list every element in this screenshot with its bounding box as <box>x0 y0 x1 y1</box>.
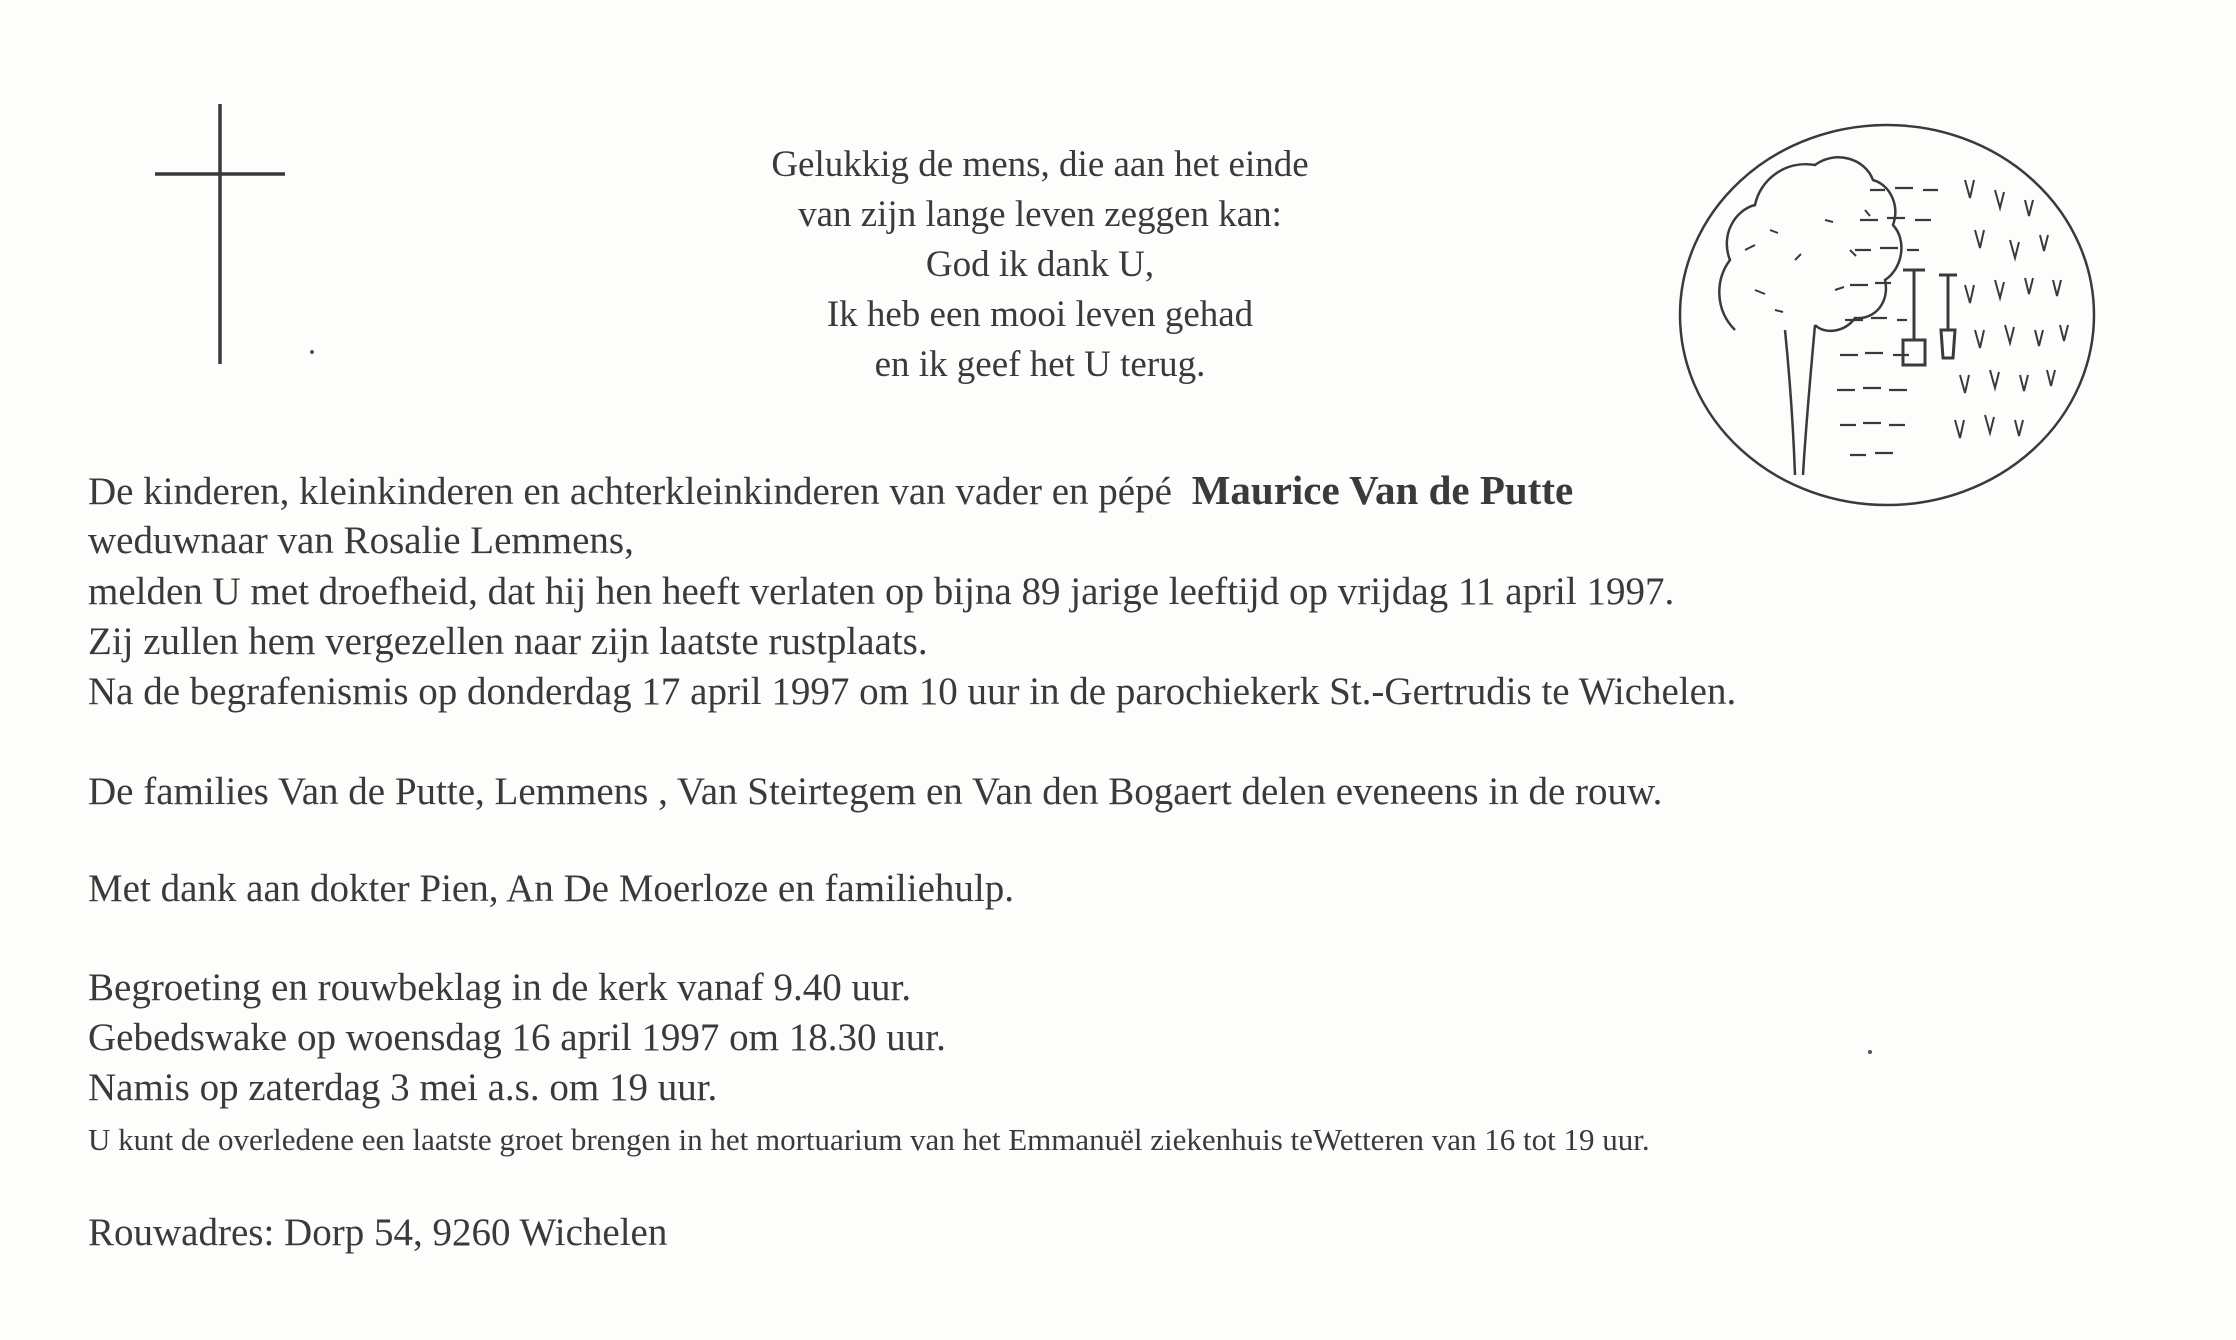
thanks-line: Met dank aan dokter Pien, An De Moerloze en familiehulp. <box>88 867 1014 910</box>
poem-line: God ik dank U, <box>925 244 1155 285</box>
notice-line: melden U met droefheid, dat hij hen heeft verlaten op bijna 89 jarige leeftijd op vrijdag 11 april 1997. <box>88 570 1675 613</box>
schedule-line: Begroeting en rouwbeklag in de kerk vanaf 9.40 uur. <box>88 966 912 1009</box>
tree-garden-emblem-icon <box>1675 120 2100 510</box>
paper-speck <box>1868 1050 1872 1054</box>
poem-line: en ik geef het U terug. <box>874 344 1206 385</box>
poem-line: van zijn lange leven zeggen kan: <box>798 194 1282 235</box>
schedule-line: Namis op zaterdag 3 mei a.s. om 19 uur. <box>88 1066 718 1109</box>
deceased-name: Maurice Van de Putte <box>1191 467 1574 513</box>
poem-line: Gelukkig de mens, die aan het einde <box>771 144 1309 185</box>
widower-line: weduwnaar van Rosalie Lemmens, <box>88 519 634 562</box>
announcement-intro <box>88 465 1573 517</box>
funeral-line: Na de begrafenismis op donderdag 17 april 1997 om 10 uur in de parochiekerk St.-Gertrudis te Wichelen. <box>88 670 1737 713</box>
resting-line: Zij zullen hem vergezellen naar zijn laatste rustplaats. <box>88 620 928 663</box>
address-line: Rouwadres: Dorp 54, 9260 Wichelen <box>88 1211 668 1254</box>
poem <box>640 140 1440 390</box>
cross-icon <box>150 100 290 370</box>
mortuary-line: U kunt de overledene een laatste groet brengen in het mortuarium van het Emmanuël ziekenhuis teWetteren van 16 tot 19 uur. <box>88 1122 1650 1157</box>
intro-text: De kinderen, kleinkinderen en achterkleinkinderen van vader en pépé <box>88 470 1172 513</box>
paper-speck <box>310 350 314 354</box>
families-line: De families Van de Putte, Lemmens , Van Steirtegem en Van den Bogaert delen eveneens in de rouw. <box>88 770 1663 813</box>
schedule-line: Gebedswake op woensdag 16 april 1997 om 18.30 uur. <box>88 1016 946 1059</box>
poem-line: Ik heb een mooi leven gehad <box>826 294 1254 335</box>
